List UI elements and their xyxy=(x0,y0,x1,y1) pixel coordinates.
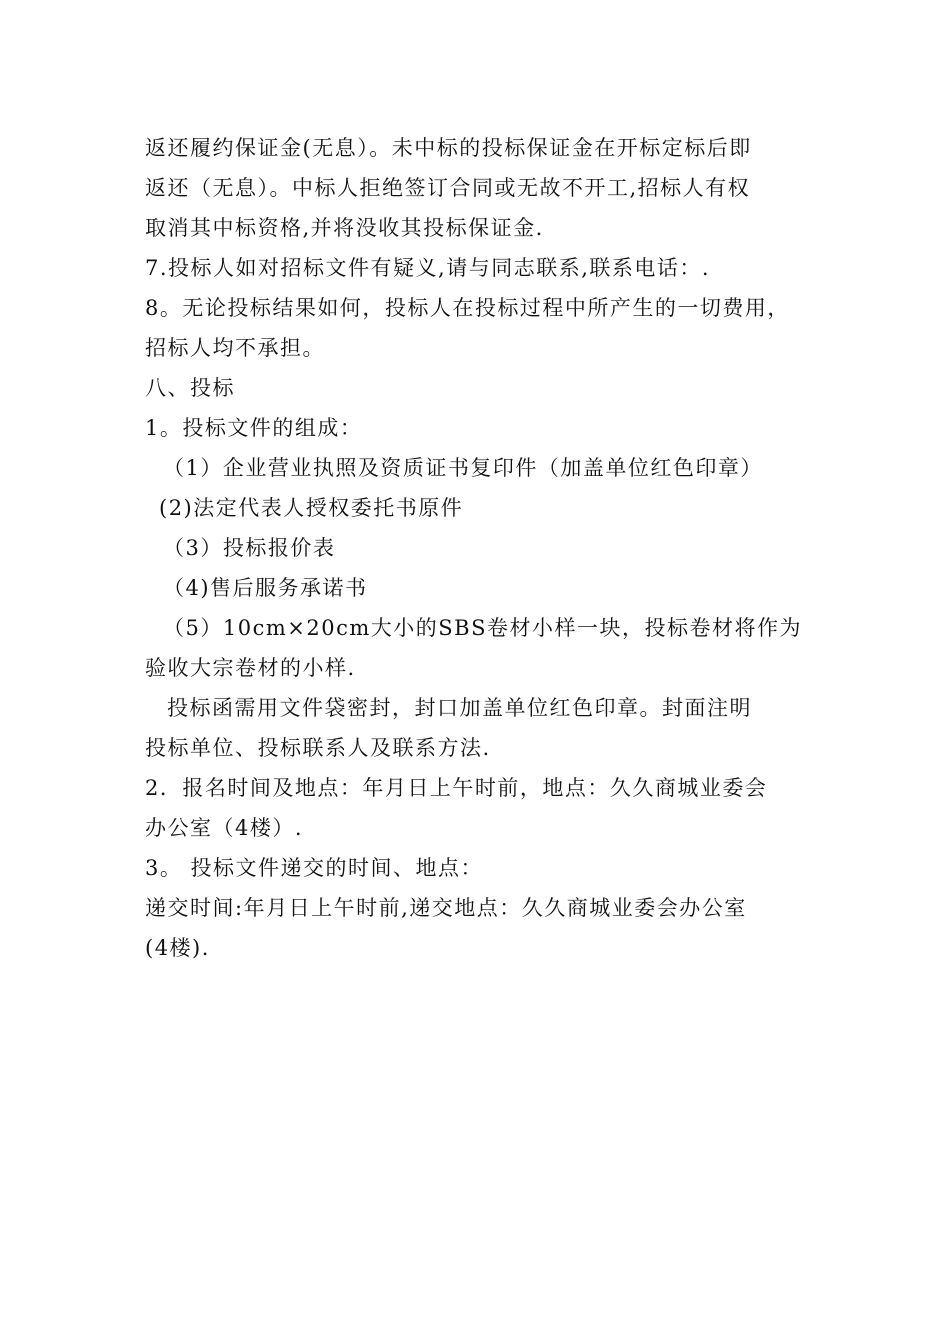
document-body xyxy=(145,128,825,968)
text-line: 取消其中标资格,并将没收其投标保证金. xyxy=(145,216,544,240)
text-line: 返还履约保证金(无息）。未中标的投标保证金在开标定标后即 xyxy=(145,136,752,160)
text-line: 7.投标人如对招标文件有疑义,请与同志联系,联系电话：. xyxy=(145,256,711,280)
text-line: 返还（无息）。中标人拒绝签订合同或无故不开工,招标人有权 xyxy=(145,176,751,200)
text-line: 投标单位、投标联系人及联系方法. xyxy=(145,736,491,760)
text-line: 验收大宗卷材的小样. xyxy=(145,656,356,680)
list-item: （3）投标报价表 xyxy=(163,536,336,560)
text-line: 办公室（4楼）. xyxy=(145,816,304,840)
list-item: （1）企业营业执照及资质证书复印件（加盖单位红色印章） xyxy=(163,456,763,480)
text-line: 招标人均不承担。 xyxy=(145,336,325,360)
text-line: 8。无论投标结果如何，投标人在投标过程中所产生的一切费用， xyxy=(145,296,790,320)
text-line: 投标函需用文件袋密封，封口加盖单位红色印章。封面注明 xyxy=(167,696,752,720)
text-line: (4楼). xyxy=(145,936,210,960)
text-line: 1。投标文件的组成： xyxy=(145,416,363,440)
list-item: （4)售后服务承诺书 xyxy=(163,576,368,600)
text-line: 3。 投标文件递交的时间、地点： xyxy=(145,856,484,880)
list-item: （5）10cm×20cm大小的SBS卷材小样一块，投标卷材将作为 xyxy=(163,616,802,640)
text-line: 2．报名时间及地点：年月日上午时前，地点：久久商城业委会 xyxy=(145,776,768,800)
section-heading: 八、投标 xyxy=(145,376,235,400)
list-item: (2)法定代表人授权委托书原件 xyxy=(159,496,464,520)
text-line: 递交时间:年月日上午时前,递交地点：久久商城业委会办公室 xyxy=(145,896,747,920)
